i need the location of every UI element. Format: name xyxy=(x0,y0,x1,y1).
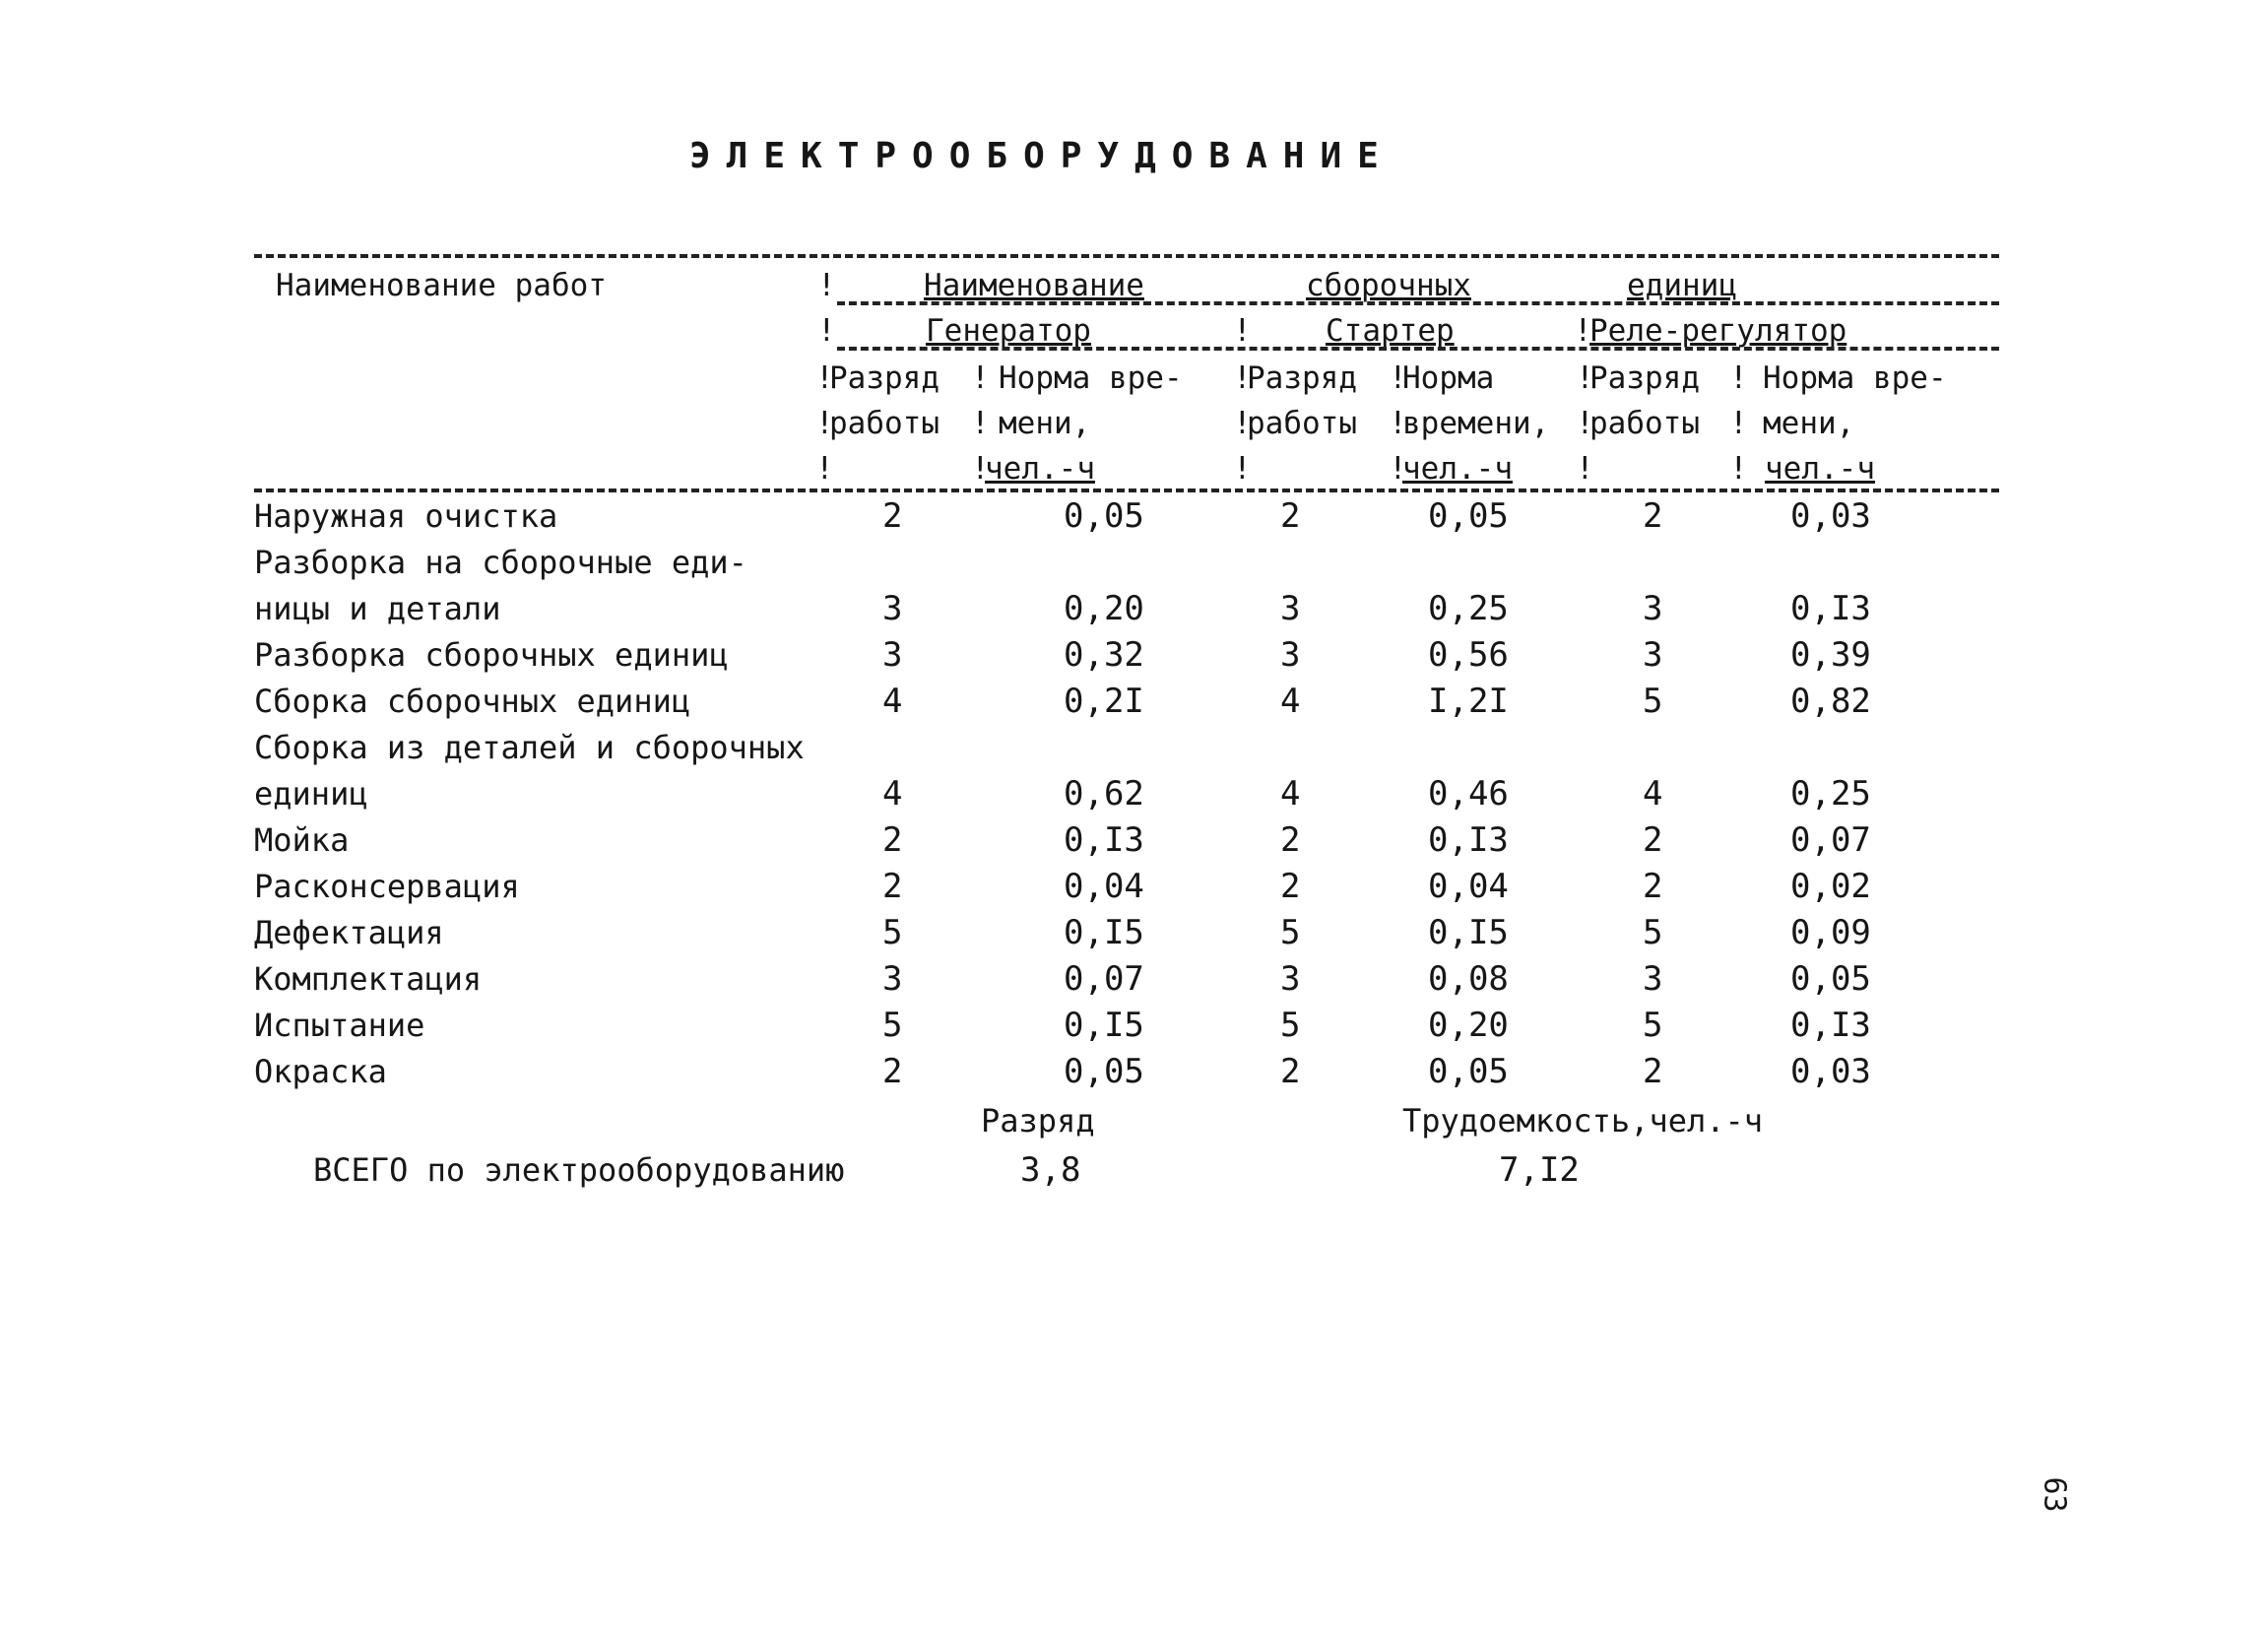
generator-rank: 5 xyxy=(882,913,903,952)
group-label-1: Наименование xyxy=(924,268,1144,303)
generator-norm: 0,20 xyxy=(1064,589,1144,628)
generator-norm: 0,62 xyxy=(1064,774,1144,814)
rank-header: Разряд xyxy=(829,360,940,396)
work-name: Сборка из деталей и сборочных xyxy=(254,729,805,766)
regulator-norm: 0,07 xyxy=(1790,820,1871,860)
generator-rank: 2 xyxy=(882,867,903,906)
regulator-norm: 0,03 xyxy=(1790,1052,1871,1091)
total-label: ВСЕГО по электрооборудованию xyxy=(313,1151,845,1189)
regulator-rank: 5 xyxy=(1643,682,1663,721)
norm-header: Норма вре- xyxy=(999,360,1183,396)
starter-norm: 0,05 xyxy=(1428,1052,1509,1091)
starter-rank: 2 xyxy=(1280,1052,1301,1091)
norm-header: Норма вре- xyxy=(1763,360,1947,396)
regulator-norm: 0,39 xyxy=(1790,635,1871,675)
starter-rank: 2 xyxy=(1280,496,1301,536)
header-separator: ! xyxy=(1729,360,1748,396)
rank-header: работы xyxy=(1589,406,1700,441)
starter-rank: 4 xyxy=(1280,774,1301,814)
generator-norm: 0,05 xyxy=(1064,1052,1144,1091)
generator-norm: 0,I3 xyxy=(1064,820,1144,860)
regulator-norm: 0,25 xyxy=(1790,774,1871,814)
unit-header-generator: Генератор xyxy=(926,313,1091,349)
norm-header: Норма xyxy=(1402,360,1495,396)
rank-header: работы xyxy=(1247,406,1357,441)
generator-norm: 0,I5 xyxy=(1064,913,1144,952)
header-separator: ! xyxy=(971,406,990,441)
work-name: Сборка сборочных единиц xyxy=(254,683,691,720)
header-separator: ! xyxy=(1233,451,1252,487)
starter-norm: 0,56 xyxy=(1428,635,1509,675)
starter-rank: 5 xyxy=(1280,1006,1301,1045)
regulator-rank: 2 xyxy=(1643,867,1663,906)
norm-header: мени, xyxy=(1763,406,1855,441)
starter-norm: 0,20 xyxy=(1428,1006,1509,1045)
work-name: Мойка xyxy=(254,821,350,859)
table-header-rule xyxy=(254,489,1999,492)
generator-rank: 3 xyxy=(882,589,903,628)
generator-rank: 3 xyxy=(882,959,903,999)
work-name: Комплектация xyxy=(254,960,483,998)
rank-header: Разряд xyxy=(1247,360,1357,396)
starter-rank: 3 xyxy=(1280,635,1301,675)
regulator-norm: 0,03 xyxy=(1790,496,1871,536)
starter-norm: 0,08 xyxy=(1428,959,1509,999)
generator-norm: 0,05 xyxy=(1064,496,1144,536)
header-separator: ! xyxy=(1576,406,1594,441)
work-name: Наружная очистка xyxy=(254,497,558,535)
generator-rank: 4 xyxy=(882,682,903,721)
rank-header: Разряд xyxy=(1589,360,1700,396)
header-separator: ! xyxy=(971,360,990,396)
generator-rank: 5 xyxy=(882,1006,903,1045)
header-separator: ! xyxy=(815,451,834,487)
starter-rank: 5 xyxy=(1280,913,1301,952)
unit-header-regulator: Реле-регулятор xyxy=(1589,313,1847,349)
starter-rank: 3 xyxy=(1280,959,1301,999)
generator-rank: 4 xyxy=(882,774,903,814)
regulator-rank: 5 xyxy=(1643,1006,1663,1045)
generator-norm: 0,07 xyxy=(1064,959,1144,999)
header-rule-1 xyxy=(837,301,1999,305)
header-separator: ! xyxy=(1233,406,1252,441)
regulator-norm: 0,82 xyxy=(1790,682,1871,721)
regulator-rank: 3 xyxy=(1643,589,1663,628)
generator-rank: 2 xyxy=(882,1052,903,1091)
norm-header: времени, xyxy=(1402,406,1550,441)
total-labor-label: Трудоемкость,чел.-ч xyxy=(1402,1102,1764,1140)
generator-norm: 0,32 xyxy=(1064,635,1144,675)
table-top-rule xyxy=(254,254,1999,258)
header-separator: ! xyxy=(1729,406,1748,441)
header-rule-2 xyxy=(837,347,1999,351)
starter-norm: 0,46 xyxy=(1428,774,1509,814)
header-separator: ! xyxy=(1576,360,1594,396)
starter-rank: 3 xyxy=(1280,589,1301,628)
norm-header: мени, xyxy=(999,406,1091,441)
unit-header-starter: Стартер xyxy=(1326,313,1455,349)
header-separator: ! xyxy=(815,406,834,441)
header-separator: ! xyxy=(1574,313,1592,349)
starter-rank: 2 xyxy=(1280,820,1301,860)
work-name-continued: единиц xyxy=(254,775,368,813)
regulator-rank: 2 xyxy=(1643,1052,1663,1091)
work-name: Окраска xyxy=(254,1053,387,1090)
generator-rank: 3 xyxy=(882,635,903,675)
regulator-norm: 0,02 xyxy=(1790,867,1871,906)
starter-norm: 0,25 xyxy=(1428,589,1509,628)
generator-norm: 0,04 xyxy=(1064,867,1144,906)
generator-norm: 0,2I xyxy=(1064,682,1144,721)
header-separator: ! xyxy=(971,451,990,487)
norm-header-units: чел.-ч xyxy=(1765,451,1875,487)
starter-norm: 0,I5 xyxy=(1428,913,1509,952)
regulator-rank: 5 xyxy=(1643,913,1663,952)
starter-norm: I,2I xyxy=(1428,682,1509,721)
norm-header-units: чел.-ч xyxy=(985,451,1095,487)
col-header-work-name: Наименование работ xyxy=(276,268,607,303)
group-label-2: сборочных xyxy=(1306,268,1471,303)
header-separator: ! xyxy=(1389,451,1407,487)
total-labor-value: 7,I2 xyxy=(1499,1150,1580,1190)
header-separator: ! xyxy=(1233,360,1252,396)
header-separator: ! xyxy=(817,268,836,303)
starter-rank: 2 xyxy=(1280,867,1301,906)
regulator-norm: 0,09 xyxy=(1790,913,1871,952)
generator-rank: 2 xyxy=(882,820,903,860)
group-label-3: единиц xyxy=(1627,268,1737,303)
norm-header-units: чел.-ч xyxy=(1402,451,1513,487)
header-separator: ! xyxy=(815,360,834,396)
regulator-rank: 3 xyxy=(1643,959,1663,999)
header-separator: ! xyxy=(1389,360,1407,396)
page-number: 63 xyxy=(2037,1476,2072,1513)
header-separator: ! xyxy=(817,313,836,349)
regulator-norm: 0,I3 xyxy=(1790,1006,1871,1045)
starter-norm: 0,04 xyxy=(1428,867,1509,906)
generator-rank: 2 xyxy=(882,496,903,536)
regulator-rank: 4 xyxy=(1643,774,1663,814)
regulator-rank: 3 xyxy=(1643,635,1663,675)
regulator-rank: 2 xyxy=(1643,820,1663,860)
work-name: Разборка сборочных единиц xyxy=(254,636,729,674)
regulator-norm: 0,05 xyxy=(1790,959,1871,999)
work-name: Испытание xyxy=(254,1007,425,1044)
work-name: Разборка на сборочные еди- xyxy=(254,544,747,581)
rank-header: работы xyxy=(829,406,940,441)
regulator-norm: 0,I3 xyxy=(1790,589,1871,628)
total-rank-value: 3,8 xyxy=(1020,1150,1081,1190)
regulator-rank: 2 xyxy=(1643,496,1663,536)
starter-norm: 0,05 xyxy=(1428,496,1509,536)
work-name: Расконсервация xyxy=(254,868,520,905)
header-separator: ! xyxy=(1576,451,1594,487)
work-name: Дефектация xyxy=(254,914,444,951)
starter-rank: 4 xyxy=(1280,682,1301,721)
generator-norm: 0,I5 xyxy=(1064,1006,1144,1045)
starter-norm: 0,I3 xyxy=(1428,820,1509,860)
header-separator: ! xyxy=(1233,313,1252,349)
document-title: ЭЛЕКТРООБОРУДОВАНИЕ xyxy=(689,136,1394,176)
header-separator: ! xyxy=(1389,406,1407,441)
work-name-continued: ницы и детали xyxy=(254,590,501,627)
total-rank-label: Разряд xyxy=(981,1102,1095,1140)
header-separator: ! xyxy=(1729,451,1748,487)
